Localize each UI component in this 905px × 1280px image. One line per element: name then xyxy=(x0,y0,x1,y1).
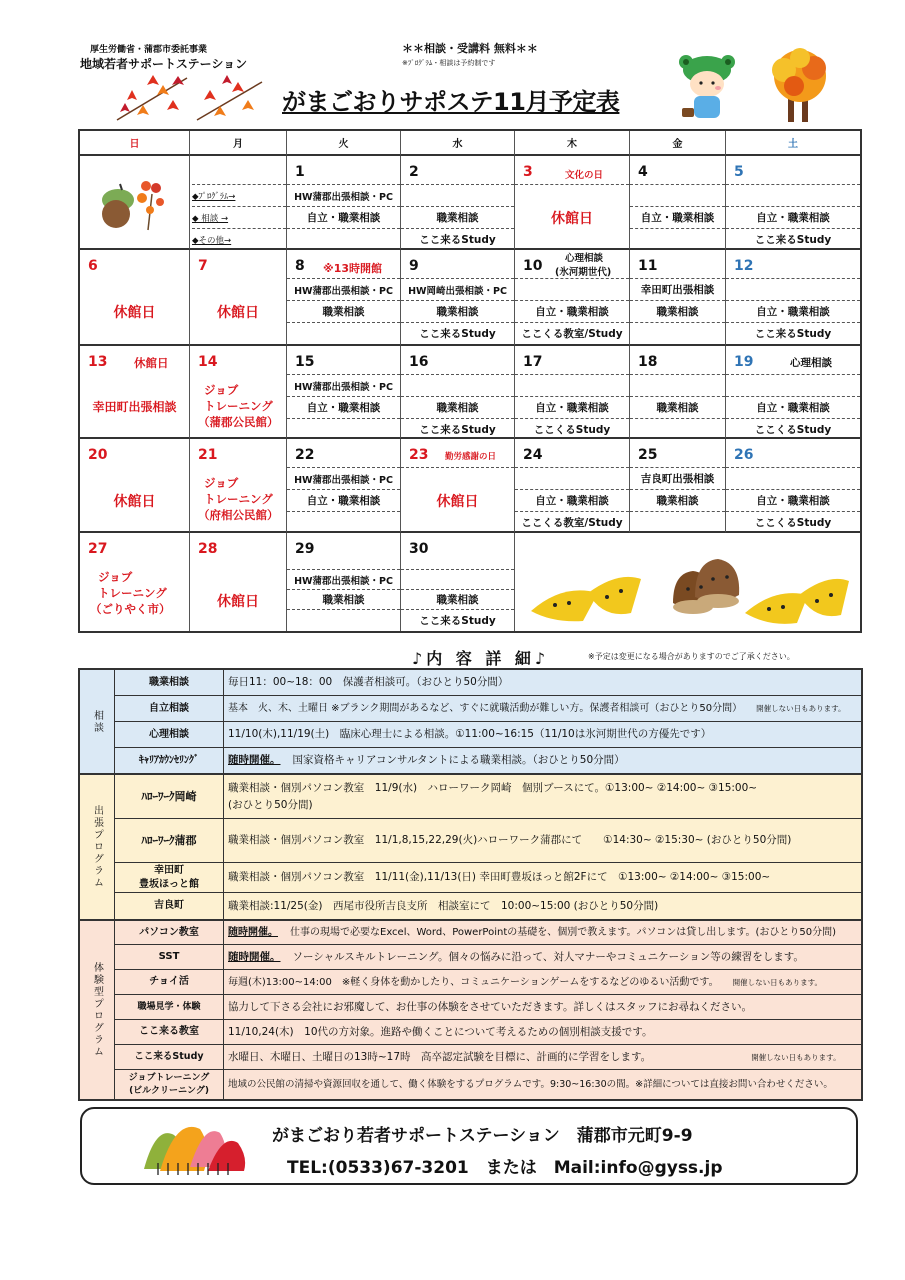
program-slot: HW蒲郡出張相談・PC xyxy=(287,569,400,589)
day-number: 21 xyxy=(198,447,218,463)
other-slot: ここくる教室/Study xyxy=(515,322,629,344)
detail-label: パソコン教室 xyxy=(115,921,224,945)
day-number: 24 xyxy=(523,447,543,463)
special-note: 心理相談 xyxy=(565,253,604,264)
maple-leaves-icon xyxy=(112,70,192,128)
calendar-day-15[interactable] xyxy=(287,346,401,439)
footer-org-address: がまごおり若者サポートステーション 蒲郡市元町9-9 xyxy=(272,1126,693,1146)
program-slot xyxy=(401,569,514,589)
legend-program: ◆ﾌﾟﾛｸﾞﾗﾑ→ xyxy=(192,184,286,206)
program-slot xyxy=(726,467,860,489)
detail-label: 自立相談 xyxy=(115,696,224,722)
day-number: 20 xyxy=(88,447,108,463)
detail-text: 毎日11：00~18：00 保護者相談可。（おひとり50分間） xyxy=(224,670,861,696)
detail-label: ここ来るStudy xyxy=(115,1045,224,1070)
calendar-day-30[interactable] xyxy=(401,533,515,631)
detail-label: チョイ活 xyxy=(115,970,224,995)
consult-slot: 職業相談 xyxy=(630,396,725,418)
calendar-day-11[interactable] xyxy=(630,250,726,346)
day-number: 3 xyxy=(523,164,533,180)
consult-slot: 自立・職業相談 xyxy=(287,396,400,418)
detail-text: 随時開催。 仕事の現場で必要なExcel、Word、PowerPointの基礎を、個別で教えます。パソコンは貸し出します。(おひとり50分間) xyxy=(224,921,861,945)
ginkgo-chestnut-icon xyxy=(523,543,853,625)
calendar-day-16[interactable] xyxy=(401,346,515,439)
program-slot xyxy=(726,374,860,396)
calendar-day-14[interactable] xyxy=(190,346,287,439)
calendar-day-7[interactable] xyxy=(190,250,287,346)
detail-text: 地域の公民館の清掃や資源回収を通して、働く体験をするプログラムです。9:30~16:30の間。※詳細については直接お問い合わせください。 xyxy=(224,1070,861,1099)
calendar-day-4[interactable] xyxy=(630,156,726,250)
day-number: 30 xyxy=(409,541,429,557)
footer-contact xyxy=(80,1107,858,1185)
calendar-legend-cell xyxy=(190,156,287,250)
consult-slot: 自立・職業相談 xyxy=(287,206,400,228)
day-number: 14 xyxy=(198,354,218,370)
program-slot: HW蒲郡出張相談・PC xyxy=(287,467,400,489)
mascot-boy-icon xyxy=(676,52,738,124)
consult-slot: 職業相談 xyxy=(401,589,514,609)
consult-slot: 自立・職業相談 xyxy=(726,206,860,228)
closed-label: 休館日 xyxy=(113,305,156,321)
calendar-day-2[interactable] xyxy=(401,156,515,250)
consult-slot: 自立・職業相談 xyxy=(726,489,860,511)
calendar-day-17[interactable] xyxy=(515,346,630,439)
details-table xyxy=(78,668,863,1101)
other-slot xyxy=(630,322,725,344)
autumn-trees-icon xyxy=(138,1117,250,1177)
day-number: 18 xyxy=(638,354,658,370)
day-number: 16 xyxy=(409,354,429,370)
detail-text: 毎週(木)13:00~14:00 ※軽く身体を動かしたり、コミュニケーションゲームをするなどのゆるい活動です。 開催しない日もあります。 xyxy=(224,970,861,995)
job-training-label: トレーニング xyxy=(98,586,167,600)
other-slot: ここ来るStudy xyxy=(401,228,514,250)
group-outreach: 出張プログラム xyxy=(80,775,115,921)
day-number: 12 xyxy=(734,258,754,274)
event-label: 幸田町出張相談 xyxy=(92,400,177,414)
detail-label: 心理相談 xyxy=(115,722,224,748)
weekday-wed: 水 xyxy=(401,131,515,156)
program-slot xyxy=(401,184,514,206)
other-slot xyxy=(287,418,400,440)
free-notice: ＊＊相談・受講料 無料＊＊ xyxy=(402,42,538,55)
other-slot xyxy=(630,418,725,440)
calendar-illustration-cell xyxy=(515,533,860,631)
calendar-day-3[interactable] xyxy=(515,156,630,250)
calendar-day-22[interactable] xyxy=(287,439,401,533)
detail-text: 職業相談・個別パソコン教室 11/9(水) ハローワーク岡崎 個別ブースにて。①13:00~ ②14:00~ ③15:00~ (おひとり50分間) xyxy=(224,775,861,819)
calendar-day-24[interactable] xyxy=(515,439,630,533)
holiday-name: 勤労感謝の日 xyxy=(445,452,497,462)
calendar-day-28[interactable] xyxy=(190,533,287,631)
autumn-tree-icon xyxy=(762,46,838,126)
detail-text: 基本 火、木、土曜日 ※ブランク期間があるなど、すぐに就職活動が難しい方。保護者相談可（おひとり50分間） 開催しない日もあります。 xyxy=(224,696,861,722)
day-number: 2 xyxy=(409,164,419,180)
job-training-label: ジョブ xyxy=(204,476,239,490)
day-number: 4 xyxy=(638,164,648,180)
weekday-fri: 金 xyxy=(630,131,726,156)
consult-slot: 職業相談 xyxy=(401,396,514,418)
other-slot: ここ来るStudy xyxy=(401,609,514,631)
day-number: 25 xyxy=(638,447,658,463)
job-training-place: （府相公民館） xyxy=(198,508,279,522)
calendar-day-20[interactable] xyxy=(80,439,190,533)
group-consult: 相談 xyxy=(80,670,115,775)
detail-text: 11/10(木),11/19(土) 臨床心理士による相談。①11:00~16:15（11/10は氷河期世代の方優先です） xyxy=(224,722,861,748)
program-slot: HW蒲郡出張相談・PC xyxy=(287,278,400,300)
calendar-day-25[interactable] xyxy=(630,439,726,533)
details-title: ♪内 容 詳 細♪ xyxy=(412,649,550,668)
other-slot: ここくる教室/Study xyxy=(515,511,629,533)
day-number: 22 xyxy=(295,447,315,463)
org-name: 地域若者サポートステーション xyxy=(80,57,248,71)
other-slot xyxy=(287,322,400,344)
day-number: 15 xyxy=(295,354,315,370)
acorn-berries-icon xyxy=(94,174,174,232)
day-number: 28 xyxy=(198,541,218,557)
calendar-day-21[interactable] xyxy=(190,439,287,533)
consult-slot: 自立・職業相談 xyxy=(515,489,629,511)
consult-slot: 自立・職業相談 xyxy=(515,300,629,322)
day-number: 10 xyxy=(523,258,543,274)
commission-label: 厚生労働省・蒲郡市委託事業 xyxy=(90,45,208,55)
detail-text: 水曜日、木曜日、土曜日の13時~17時 高卒認定試験を目標に、計画的に学習をします。 開催しない日もあります。 xyxy=(224,1045,861,1070)
detail-text: 随時開催。 ソーシャルスキルトレーニング。個々の悩みに沿って、対人マナーやコミュニケーション等の練習をします。 xyxy=(224,945,861,970)
detail-label: 職業相談 xyxy=(115,670,224,696)
page-title: がまごおりサポステ11月予定表 xyxy=(282,88,620,116)
consult-slot: 自立・職業相談 xyxy=(515,396,629,418)
maple-leaves-icon xyxy=(192,72,267,128)
detail-label: ﾊﾛｰﾜｰｸ蒲郡 xyxy=(115,819,224,863)
legend-other: ◆その他→ xyxy=(192,228,286,250)
other-slot: ここ来るStudy xyxy=(726,228,860,250)
calendar-cell-empty xyxy=(80,156,190,250)
detail-text: 協力して下さる会社にお邪魔して、お仕事の体験をさせていただきます。詳しくはスタッフにお尋ねください。 xyxy=(224,995,861,1020)
consult-slot: 職業相談 xyxy=(630,300,725,322)
consult-slot: 自立・職業相談 xyxy=(287,489,400,511)
consult-slot: 職業相談 xyxy=(401,300,514,322)
job-training-place: （蒲郡公民館） xyxy=(198,415,279,429)
day-number: 26 xyxy=(734,447,754,463)
special-note: (氷河期世代) xyxy=(555,267,612,278)
opening-note: ※13時開館 xyxy=(323,262,383,275)
job-training-place: （ごりやく市） xyxy=(90,602,171,616)
calendar-day-12[interactable] xyxy=(726,250,860,346)
calendar-day-9[interactable] xyxy=(401,250,515,346)
day-number: 5 xyxy=(734,164,744,180)
detail-label: 幸田町 豊坂ほっと館 xyxy=(115,863,224,893)
program-slot xyxy=(726,278,860,300)
day-number: 8 xyxy=(295,258,305,274)
closed-label: 休館日 xyxy=(113,494,156,510)
consult-slot: 自立・職業相談 xyxy=(726,300,860,322)
closed-note: 休館日 xyxy=(134,356,169,370)
day-number: 1 xyxy=(295,164,305,180)
weekday-thu: 木 xyxy=(515,131,630,156)
day-number: 9 xyxy=(409,258,419,274)
closed-label: 休館日 xyxy=(436,494,479,510)
other-slot: ここ来るStudy xyxy=(401,418,514,440)
details-note: ※予定は変更になる場合がありますのでご了承ください。 xyxy=(588,652,795,661)
closed-label: 休館日 xyxy=(551,211,593,227)
detail-label: SST xyxy=(115,945,224,970)
consult-slot: 職業相談 xyxy=(287,300,400,322)
calendar-day-27[interactable] xyxy=(80,533,190,631)
closed-label: 休館日 xyxy=(217,305,259,321)
detail-label: ｷｬﾘｱｶｳﾝｾﾘﾝｸﾞ xyxy=(115,748,224,775)
closed-label: 休館日 xyxy=(217,594,259,610)
detail-label: ジョブトレーニング (ビルクリーニング) xyxy=(115,1070,224,1099)
consult-slot: 自立・職業相談 xyxy=(726,396,860,418)
program-slot xyxy=(515,278,629,300)
detail-text: 職業相談・個別パソコン教室 11/11(金),11/13(日) 幸田町豊坂ほっと館2Fにて ①13:00~ ②14:00~ ③15:00~ xyxy=(224,863,861,893)
weekday-sat: 土 xyxy=(726,131,860,156)
special-note: 心理相談 xyxy=(790,357,832,369)
calendar-day-10[interactable] xyxy=(515,250,630,346)
detail-label: ﾊﾛｰﾜｰｸ岡崎 xyxy=(115,775,224,819)
detail-text: 職業相談:11/25(金) 西尾市役所吉良支所 相談室にて 10:00~15:00 (おひとり50分間) xyxy=(224,893,861,921)
day-number: 23 xyxy=(409,447,429,463)
detail-label: 吉良町 xyxy=(115,893,224,921)
program-slot xyxy=(515,374,629,396)
group-experience: 体験型プログラム xyxy=(80,921,115,1099)
calendar-day-8[interactable] xyxy=(287,250,401,346)
other-slot: ここくるStudy xyxy=(726,418,860,440)
detail-text: 随時開催。 国家資格キャリアコンサルタントによる職業相談。（おひとり50分間） xyxy=(224,748,861,775)
program-slot: HW蒲郡出張相談・PC xyxy=(287,184,400,206)
calendar-day-1[interactable] xyxy=(287,156,401,250)
program-slot xyxy=(630,184,725,206)
other-slot: ここ来るStudy xyxy=(401,322,514,344)
other-slot xyxy=(630,228,725,250)
calendar-day-6[interactable] xyxy=(80,250,190,346)
detail-text: 11/10,24(木) 10代の方対象。進路や働くことについて考えるための個別相談支援です。 xyxy=(224,1020,861,1045)
program-slot xyxy=(630,374,725,396)
day-number: 6 xyxy=(88,258,98,274)
job-training-label: トレーニング xyxy=(204,492,273,506)
day-number: 27 xyxy=(88,541,108,557)
calendar-day-19[interactable] xyxy=(726,346,860,439)
other-slot xyxy=(287,609,400,631)
calendar-day-26[interactable] xyxy=(726,439,860,533)
detail-label: 職場見学・体験 xyxy=(115,995,224,1020)
other-slot: ここくるStudy xyxy=(515,418,629,440)
program-slot: HW蒲郡出張相談・PC xyxy=(287,374,400,396)
program-slot: 吉良町出張相談 xyxy=(630,467,725,489)
day-number: 19 xyxy=(734,354,754,370)
day-number: 11 xyxy=(638,258,658,274)
other-slot xyxy=(287,228,400,250)
program-slot xyxy=(515,467,629,489)
program-slot: HW岡崎出張相談・PC xyxy=(401,278,514,300)
day-number: 29 xyxy=(295,541,315,557)
job-training-label: ジョブ xyxy=(98,570,133,584)
weekday-tue: 火 xyxy=(287,131,401,156)
holiday-name: 文化の日 xyxy=(565,170,604,181)
weekday-mon: 月 xyxy=(190,131,287,156)
other-slot xyxy=(287,511,400,533)
calendar xyxy=(78,129,862,633)
calendar-day-29[interactable] xyxy=(287,533,401,631)
job-training-label: トレーニング xyxy=(204,399,273,413)
program-slot: 幸田町出張相談 xyxy=(630,278,725,300)
other-slot xyxy=(630,511,725,533)
legend-consult: ◆ 相談 → xyxy=(192,206,286,228)
other-slot: ここ来るStudy xyxy=(726,322,860,344)
consult-slot: 職業相談 xyxy=(401,206,514,228)
job-training-label: ジョブ xyxy=(204,383,239,397)
day-number: 17 xyxy=(523,354,543,370)
consult-slot: 職業相談 xyxy=(630,489,725,511)
reservation-note: ※ﾌﾟﾛｸﾞﾗﾑ・相談は予約制です xyxy=(402,59,496,67)
detail-label: ここ来る教室 xyxy=(115,1020,224,1045)
calendar-day-5[interactable] xyxy=(726,156,860,250)
detail-text: 職業相談・個別パソコン教室 11/1,8,15,22,29(火)ハローワーク蒲郡にて ①14:30~ ②15:30~ (おひとり50分間) xyxy=(224,819,861,863)
calendar-day-13[interactable] xyxy=(80,346,190,439)
footer-tel-mail[interactable]: TEL:(0533)67-3201 または Mail:info@gyss.jp xyxy=(287,1158,723,1178)
consult-slot: 職業相談 xyxy=(287,589,400,609)
consult-slot: 自立・職業相談 xyxy=(630,206,725,228)
day-number: 7 xyxy=(198,258,208,274)
program-slot xyxy=(726,184,860,206)
weekday-sun: 日 xyxy=(80,131,190,156)
other-slot: ここくるStudy xyxy=(726,511,860,533)
day-number: 13 xyxy=(88,354,108,370)
calendar-day-18[interactable] xyxy=(630,346,726,439)
calendar-day-23[interactable] xyxy=(401,439,515,533)
program-slot xyxy=(401,374,514,396)
